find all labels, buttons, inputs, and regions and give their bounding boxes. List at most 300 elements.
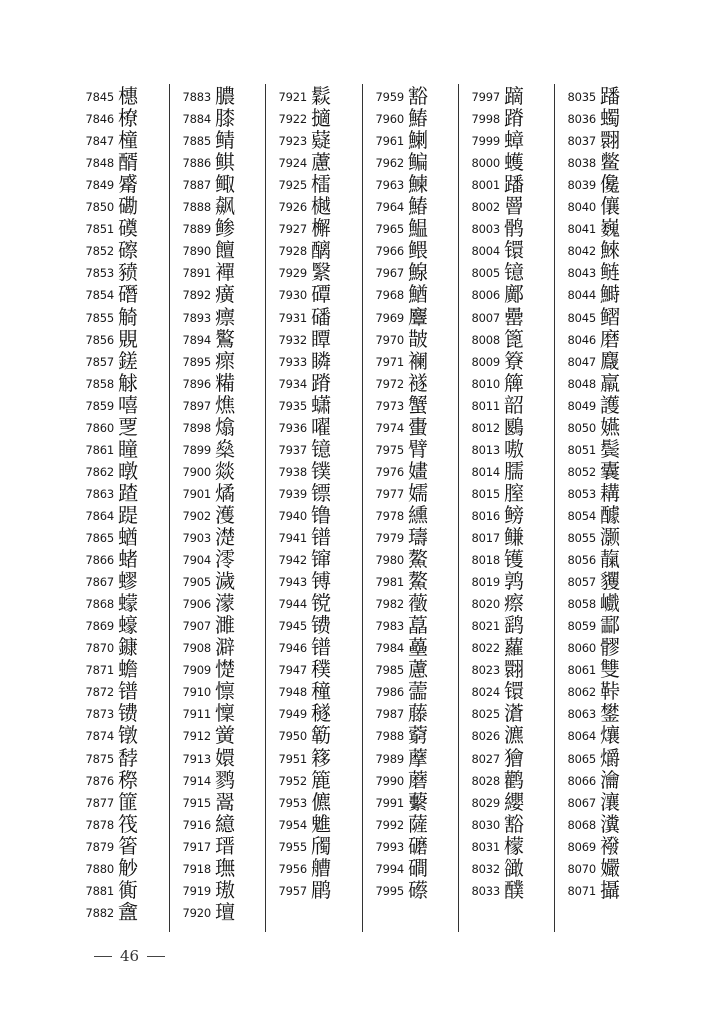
entry-number: 7959	[375, 90, 404, 104]
table-row	[78, 681, 176, 703]
entry-number: 7990	[375, 773, 404, 788]
entry-number: 7962	[375, 156, 404, 171]
table-column-5	[464, 86, 562, 936]
table-row	[464, 436, 562, 461]
entry-character: 蹯	[504, 172, 524, 197]
entry-character: 盦	[118, 899, 138, 924]
entry-number: 7899	[182, 442, 211, 457]
entry-number: 7924	[278, 156, 307, 171]
entry-number: 7953	[278, 795, 307, 810]
table-row	[271, 571, 369, 593]
table-row	[368, 130, 466, 152]
entry-number: 8024	[471, 685, 500, 700]
entry-character: 攝	[600, 877, 620, 902]
entry-number: 7882	[85, 905, 114, 920]
entry-character: 覂	[118, 414, 138, 439]
entry-number: 8048	[567, 376, 596, 391]
table-row	[271, 480, 369, 505]
entry-number: 7997	[471, 90, 500, 104]
entry-character: 藘	[408, 657, 428, 682]
table-row	[368, 703, 466, 725]
table-row	[175, 703, 273, 725]
entry-character: 澼	[215, 635, 235, 660]
entry-character: 孍	[600, 855, 620, 880]
entry-character: 穜	[311, 679, 331, 704]
table-row	[271, 392, 369, 417]
entry-number: 7960	[375, 112, 404, 127]
entry-number: 7937	[278, 442, 307, 457]
entry-number: 7978	[375, 508, 404, 523]
entry-number: 7980	[375, 553, 404, 568]
entry-character: 䃡	[118, 282, 138, 307]
entry-number: 7965	[375, 222, 404, 237]
entry-number: 8016	[471, 508, 500, 523]
entry-character: 豁	[408, 84, 428, 108]
entry-number: 7920	[182, 905, 211, 920]
entry-number: 7944	[278, 597, 307, 612]
entry-character: 豁	[504, 811, 524, 836]
entry-number: 8036	[567, 112, 596, 127]
entry-character: 護	[600, 392, 620, 417]
entry-character: 镮	[504, 679, 524, 704]
table-row	[464, 262, 562, 284]
entry-number: 7931	[278, 310, 307, 325]
table-row	[78, 86, 176, 108]
table-row	[368, 615, 466, 637]
entry-character: 镱	[504, 260, 524, 285]
entry-character: 瘝	[215, 348, 235, 373]
entry-character: 熻	[215, 414, 235, 439]
entry-number: 7848	[85, 156, 114, 171]
entry-number: 8059	[567, 619, 596, 634]
entry-character: 镄	[118, 701, 138, 726]
table-row	[464, 86, 562, 108]
entry-character: 蝫	[118, 547, 138, 572]
entry-number: 8031	[471, 839, 500, 854]
entry-number: 8045	[567, 310, 596, 325]
table-row	[368, 284, 466, 306]
table-column-1	[78, 86, 176, 936]
entry-character: 穄	[118, 767, 138, 792]
entry-number: 7975	[375, 442, 404, 457]
entry-character: 懍	[215, 701, 235, 726]
entry-number: 7850	[85, 200, 114, 215]
entry-character: 薿	[311, 128, 331, 153]
table-row	[175, 571, 273, 593]
entry-character: 蘑	[408, 767, 428, 792]
entry-number: 7887	[182, 178, 211, 193]
entry-character: 襌	[215, 260, 235, 285]
table-row	[175, 370, 273, 395]
entry-number: 8023	[471, 663, 500, 678]
table-row	[175, 262, 273, 284]
entry-number: 7846	[85, 112, 114, 127]
entry-number: 7954	[278, 817, 307, 832]
table-row	[560, 152, 658, 174]
entry-number: 7970	[375, 332, 404, 347]
table-row	[560, 196, 658, 218]
table-row	[464, 240, 562, 262]
entry-number: 7991	[375, 795, 404, 810]
entry-number: 8027	[471, 751, 500, 766]
table-row	[175, 681, 273, 703]
entry-number: 7908	[182, 641, 211, 656]
entry-character: 镱	[311, 436, 331, 461]
table-row	[560, 240, 658, 262]
table-row	[175, 877, 273, 902]
entry-character: 觱	[118, 172, 138, 197]
entry-number: 8035	[567, 90, 596, 104]
entry-character: 鲭	[215, 128, 235, 153]
entry-character: 襚	[408, 370, 428, 395]
entry-number: 8063	[567, 707, 596, 722]
entry-number: 8062	[567, 685, 596, 700]
entry-character: 蹯	[600, 84, 620, 108]
entry-character: 鲯	[215, 150, 235, 175]
entry-character: 橞	[118, 84, 138, 108]
entry-number: 7847	[85, 134, 114, 149]
entry-character: 燏	[215, 480, 235, 505]
table-row	[464, 196, 562, 218]
entry-number: 7972	[375, 376, 404, 391]
entry-character: 鞐	[600, 679, 620, 704]
column-divider	[458, 84, 459, 932]
table-row	[368, 414, 466, 439]
table-row	[78, 549, 176, 571]
entry-character: 繄	[311, 260, 331, 285]
table-row	[175, 436, 273, 461]
entry-number: 7986	[375, 685, 404, 700]
entry-character: 巍	[600, 216, 620, 241]
entry-number: 7973	[375, 398, 404, 413]
table-row	[368, 152, 466, 174]
table-row	[78, 502, 176, 527]
entry-number: 7952	[278, 773, 307, 788]
table-row	[464, 549, 562, 571]
entry-character: 镬	[504, 547, 524, 572]
entry-number: 8010	[471, 376, 500, 391]
entry-number: 7942	[278, 553, 307, 568]
entry-number: 7936	[278, 420, 307, 435]
entry-number: 7857	[85, 354, 114, 369]
entry-character: 鹨	[215, 767, 235, 792]
entry-number: 7913	[182, 751, 211, 766]
table-row	[560, 502, 658, 527]
table-row	[368, 196, 466, 218]
table-row	[368, 304, 466, 329]
table-row	[78, 745, 176, 770]
entry-number: 8043	[567, 266, 596, 281]
entry-character: 鎈	[118, 348, 138, 373]
table-row	[175, 240, 273, 262]
entry-character: 鳖	[600, 150, 620, 175]
entry-number: 7894	[182, 332, 211, 347]
table-row	[464, 767, 562, 792]
entry-number: 8000	[471, 156, 500, 171]
table-row	[464, 593, 562, 615]
entry-character: 镦	[118, 723, 138, 748]
table-row	[78, 196, 176, 218]
table-row	[78, 593, 176, 615]
table-row	[368, 789, 466, 814]
column-divider	[362, 84, 363, 932]
entry-number: 7963	[375, 178, 404, 193]
entry-character: 膝	[215, 106, 235, 131]
table-row	[175, 789, 273, 814]
entry-character: 觭	[118, 304, 138, 329]
entry-character: 蟾	[118, 657, 138, 682]
table-row	[78, 458, 176, 483]
table-row	[78, 899, 176, 924]
entry-character: 藦	[408, 745, 428, 770]
table-column-2	[175, 86, 273, 936]
table-row	[271, 745, 369, 770]
table-row	[175, 392, 273, 417]
entry-number: 7859	[85, 398, 114, 413]
table-row	[78, 767, 176, 792]
entry-character: 簏	[311, 767, 331, 792]
entry-number: 7967	[375, 266, 404, 281]
column-divider	[169, 84, 170, 932]
entry-number: 8067	[567, 795, 596, 810]
table-row	[175, 480, 273, 505]
entry-number: 8065	[567, 751, 596, 766]
entry-number: 7912	[182, 729, 211, 744]
table-row	[78, 304, 176, 329]
table-row	[78, 370, 176, 395]
table-row	[560, 703, 658, 725]
entry-number: 8049	[567, 398, 596, 413]
entry-character: 髎	[600, 635, 620, 660]
entry-number: 7945	[278, 619, 307, 634]
entry-character: 儳	[600, 172, 620, 197]
footer-dash-right	[147, 956, 165, 957]
entry-character: 罾	[504, 194, 524, 219]
entry-character: 繶	[215, 811, 235, 836]
table-row	[175, 899, 273, 924]
entry-character: 鳒	[504, 525, 524, 549]
table-row	[560, 593, 658, 615]
entry-number: 8055	[567, 531, 596, 545]
entry-character: 鰲	[408, 569, 428, 594]
entry-number: 7950	[278, 729, 307, 744]
entry-character: 鬓	[600, 436, 620, 461]
entry-number: 7907	[182, 619, 211, 634]
table-row	[368, 262, 466, 284]
table-row	[560, 436, 658, 461]
entry-character: 镖	[311, 480, 331, 505]
table-row	[78, 571, 176, 593]
table-row	[271, 284, 369, 306]
entry-number: 7856	[85, 332, 114, 347]
entry-number: 7860	[85, 420, 114, 435]
entry-number: 7891	[182, 266, 211, 281]
entry-character: 镨	[311, 525, 331, 549]
table-row	[271, 414, 369, 439]
table-row	[560, 811, 658, 836]
entry-number: 7892	[182, 288, 211, 303]
table-row	[175, 527, 273, 549]
entry-character: 镥	[311, 502, 331, 527]
entry-number: 7981	[375, 575, 404, 590]
table-row	[175, 725, 273, 747]
table-row	[464, 855, 562, 880]
entry-character: 樾	[311, 194, 331, 219]
entry-number: 7866	[85, 553, 114, 568]
table-row	[560, 767, 658, 792]
table-row	[464, 681, 562, 703]
entry-number: 7855	[85, 310, 114, 325]
table-row	[271, 681, 369, 703]
table-row	[271, 549, 369, 571]
entry-number: 7877	[85, 795, 114, 810]
entry-character: 嗷	[504, 436, 524, 461]
entry-character: 蹢	[504, 84, 524, 108]
entry-character: 儦	[311, 789, 331, 814]
table-row	[175, 659, 273, 681]
entry-character: 鬏	[311, 84, 331, 108]
entry-number: 7895	[182, 354, 211, 369]
entry-character: 鹞	[504, 613, 524, 638]
entry-number: 7890	[182, 244, 211, 259]
entry-character: 斶	[311, 833, 331, 858]
entry-number: 7971	[375, 354, 404, 369]
table-row	[78, 811, 176, 836]
table-row	[368, 877, 466, 902]
entry-number: 8005	[471, 266, 500, 281]
entry-number: 7898	[182, 420, 211, 435]
entry-character: 镈	[311, 569, 331, 594]
entry-number: 8025	[471, 707, 500, 722]
table-column-3	[271, 86, 369, 936]
entry-number: 7904	[182, 553, 211, 568]
table-row	[464, 745, 562, 770]
table-row	[560, 304, 658, 329]
entry-character: 橦	[118, 128, 138, 153]
table-row	[560, 480, 658, 505]
table-row	[464, 392, 562, 417]
entry-number: 7909	[182, 663, 211, 678]
entry-character: 橑	[118, 106, 138, 131]
entry-character: 礳	[408, 833, 428, 858]
entry-number: 7948	[278, 685, 307, 700]
table-row	[368, 659, 466, 681]
entry-character: 糒	[215, 370, 235, 395]
entry-number: 7982	[375, 597, 404, 612]
entry-number: 8026	[471, 729, 500, 744]
entry-number: 7911	[182, 707, 211, 722]
table-row	[175, 458, 273, 483]
table-row	[560, 615, 658, 637]
entry-number: 8002	[471, 200, 500, 215]
entry-number: 8019	[471, 575, 500, 590]
table-row	[271, 348, 369, 373]
table-row	[560, 681, 658, 703]
entry-character: 磹	[311, 282, 331, 307]
table-row	[175, 196, 273, 218]
entry-character: 鰆	[408, 106, 428, 131]
entry-number: 8057	[567, 575, 596, 590]
table-row	[175, 855, 273, 880]
table-row	[560, 284, 658, 306]
table-row	[464, 637, 562, 659]
entry-character: 醭	[504, 877, 524, 902]
entry-number: 7868	[85, 597, 114, 612]
table-row	[175, 593, 273, 615]
entry-character: 蟉	[118, 569, 138, 594]
entry-number: 8018	[471, 553, 500, 568]
entry-character: 藘	[311, 150, 331, 175]
entry-number: 7929	[278, 266, 307, 281]
entry-character: 蠔	[118, 613, 138, 638]
entry-character: 癀	[215, 282, 235, 307]
table-row	[368, 86, 466, 108]
table-row	[560, 833, 658, 858]
table-row	[560, 789, 658, 814]
entry-number: 7916	[182, 817, 211, 832]
entry-number: 7976	[375, 464, 404, 479]
table-row	[464, 130, 562, 152]
entry-number: 7864	[85, 508, 114, 523]
table-row	[175, 615, 273, 637]
entry-character: 爙	[600, 723, 620, 748]
entry-number: 8056	[567, 553, 596, 568]
entry-number: 7927	[278, 222, 307, 237]
entry-number: 8004	[471, 244, 500, 259]
entry-number: 8071	[567, 883, 596, 898]
table-row	[271, 240, 369, 262]
column-divider	[554, 84, 555, 932]
entry-character: 嬿	[600, 414, 620, 439]
table-row	[368, 833, 466, 858]
entry-character: 襏	[600, 833, 620, 858]
table-row	[175, 414, 273, 439]
entry-character: 檞	[311, 216, 331, 241]
entry-number: 7949	[278, 707, 307, 722]
entry-number: 8014	[471, 464, 500, 479]
table-row	[78, 877, 176, 902]
entry-character: 獪	[504, 745, 524, 770]
table-row	[271, 615, 369, 637]
entry-number: 8052	[567, 464, 596, 479]
entry-number: 8068	[567, 817, 596, 832]
entry-number: 8064	[567, 729, 596, 744]
entry-character: 飙	[215, 194, 235, 219]
page-number: 46	[120, 947, 140, 965]
table-row	[78, 659, 176, 681]
entry-character: 蘻	[408, 789, 428, 814]
entry-character: 筏	[118, 811, 138, 836]
entry-number: 7889	[182, 222, 211, 237]
table-row	[464, 615, 562, 637]
table-row	[271, 593, 369, 615]
entry-number: 8038	[567, 156, 596, 171]
table-row	[368, 240, 466, 262]
table-row	[464, 659, 562, 681]
entry-number: 7903	[182, 531, 211, 545]
entry-number: 7969	[375, 310, 404, 325]
entry-number: 7869	[85, 619, 114, 634]
entry-number: 8001	[471, 178, 500, 193]
table-row	[464, 152, 562, 174]
table-row	[78, 240, 176, 262]
table-row	[368, 855, 466, 880]
entry-character: 臂	[408, 436, 428, 461]
entry-number: 8039	[567, 178, 596, 193]
entry-character: 镩	[311, 547, 331, 572]
table-row	[560, 877, 658, 902]
entry-number: 8054	[567, 508, 596, 523]
